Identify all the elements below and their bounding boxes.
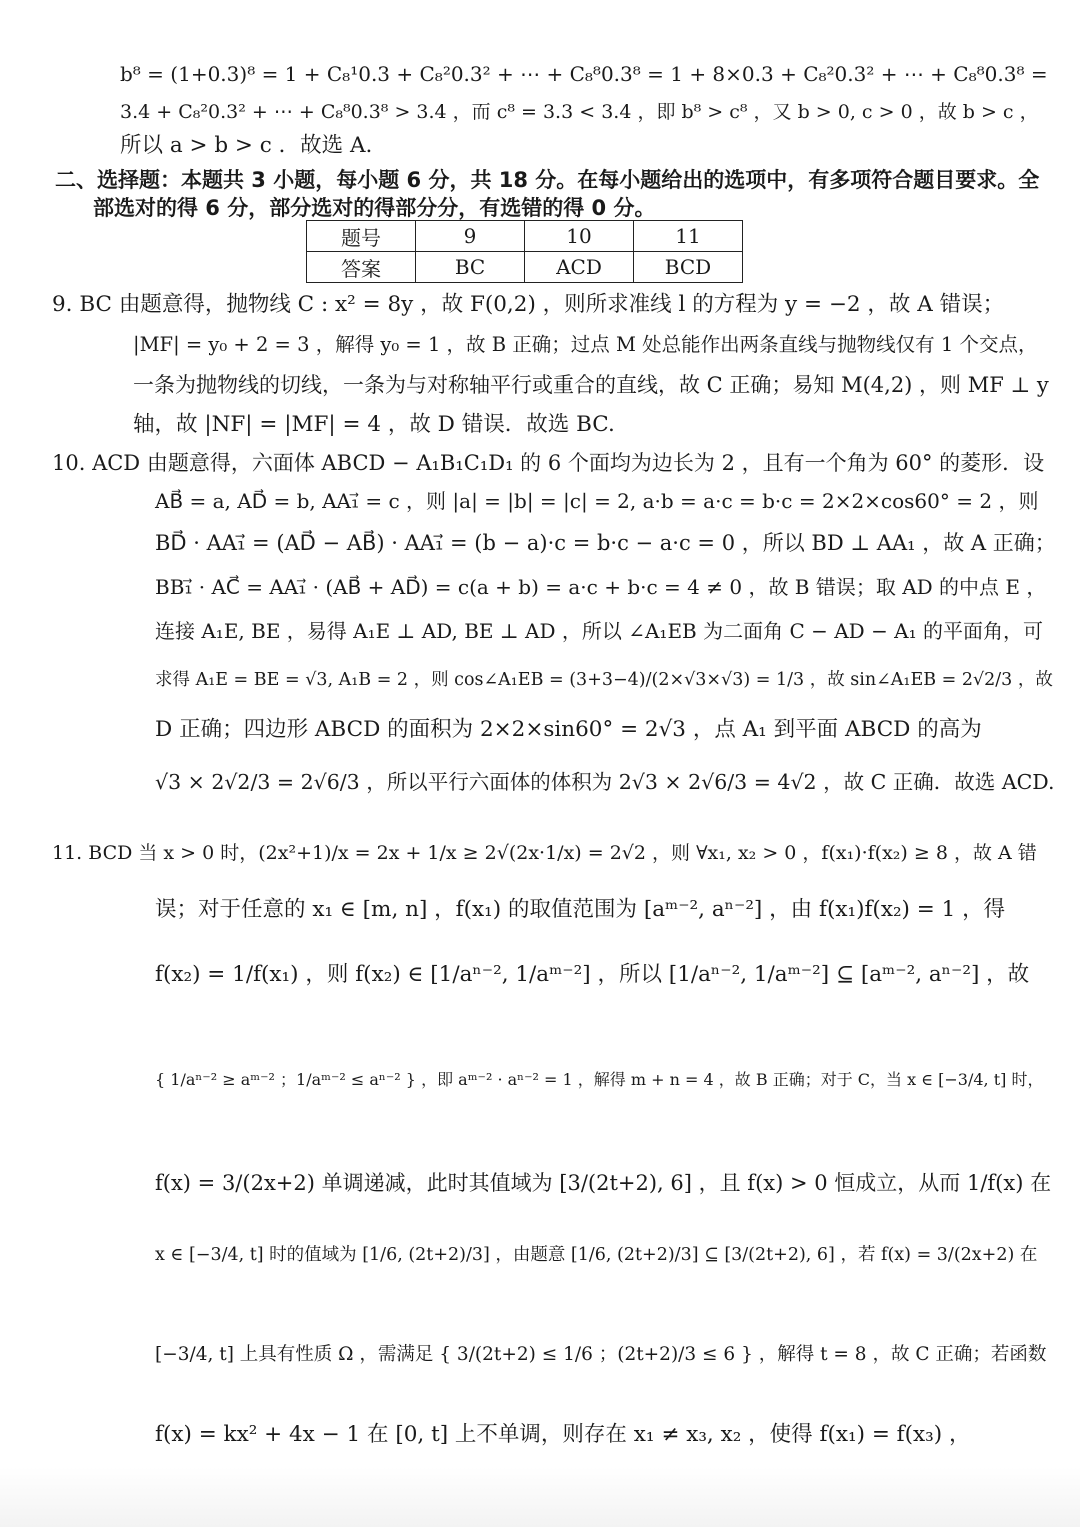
answer-table [306, 220, 743, 283]
q11-line-6: x ∈ [−3/4, t] 时的值域为 [1/6, (2t+2)/3] ，由题意 [1/6, (2t+2)/3] ⊆ [3/(2t+2), 6] ，若 f(x) = 3/(2x+2) 在 [155, 1245, 1038, 1265]
intro-line-1: b⁸ = (1+0.3)⁸ = 1 + C₈¹0.3 + C₈²0.3² + ⋯ + C₈⁸0.3⁸ = 1 + 8×0.3 + C₈²0.3² + ⋯ + C₈⁸0.3⁸ = [120, 62, 1048, 86]
table-cell: 题号 [307, 221, 416, 252]
section-heading-line-2: 部选对的得 6 分，部分选对的得部分分，有选错的得 0 分。 [93, 196, 656, 220]
answer-table-answer-row [307, 252, 743, 283]
q11-line-4: { 1/aⁿ⁻² ≥ aᵐ⁻² ；1/aᵐ⁻² ≤ aⁿ⁻² } ，即 aᵐ⁻² · aⁿ⁻² = 1 ，解得 m + n = 4 ，故 B 正确；对于 C，当 x ∈ [−3/4, t] 时， [155, 1070, 1044, 1089]
q11-line-1: 11. BCD 当 x > 0 时，(2x²+1)/x = 2x + 1/x ≥ 2√(2x·1/x) = 2√2 ，则 ∀x₁, x₂ > 0 ，f(x₁)·f(x₂) ≥ 8 ，故 A 错 [52, 842, 1037, 864]
table-cell: BC [416, 252, 525, 283]
q10-line-1: 10. ACD 由题意得，六面体 ABCD − A₁B₁C₁D₁ 的 6 个面均为边长为 2 ，且有一个角为 60° 的菱形．设 [52, 451, 1045, 475]
q11-line-7: [−3/4, t] 上具有性质 Ω ，需满足 { 3/(2t+2) ≤ 1/6 ；(2t+2)/3 ≤ 6 } ，解得 t = 8 ，故 C 正确；若函数 [155, 1344, 1047, 1365]
intro-line-3: 所以 a > b > c ．故选 A. [120, 133, 373, 158]
table-cell: 11 [634, 221, 743, 252]
q11-line-3: f(x₂) = 1/f(x₁) ，则 f(x₂) ∈ [1/aⁿ⁻², 1/aᵐ⁻²] ，所以 [1/aⁿ⁻², 1/aᵐ⁻²] ⊆ [aᵐ⁻², aⁿ⁻²] ，故 [155, 962, 1030, 987]
q11-line-5: f(x) = 3/(2x+2) 单调递减，此时其值域为 [3/(2t+2), 6] ，且 f(x) > 0 恒成立，从而 1/f(x) 在 [155, 1171, 1052, 1195]
table-cell: 答案 [307, 252, 416, 283]
q9-line-3: 一条为抛物线的切线，一条为与对称轴平行或重合的直线，故 C 正确；易知 M(4,2) ，则 MF ⊥ y [133, 373, 1049, 397]
q9-line-2: |MF| = y₀ + 2 = 3 ，解得 y₀ = 1 ，故 B 正确；过点 M 处总能作出两条直线与抛物线仅有 1 个交点， [133, 333, 1038, 356]
q10-line-8: √3 × 2√2/3 = 2√6/3 ，所以平行六面体的体积为 2√3 × 2√6/3 = 4√2 ，故 C 正确．故选 ACD. [155, 770, 1055, 794]
table-cell: 10 [525, 221, 634, 252]
q10-line-7: D 正确；四边形 ABCD 的面积为 2×2×sin60° = 2√3 ，点 A₁ 到平面 ABCD 的高为 [155, 717, 982, 742]
q10-line-2: AB⃗ = a, AD⃗ = b, AA₁⃗ = c ，则 |a| = |b| = |c| = 2, a·b = a·c = b·c = 2×2×cos60° = 2 ，则 [155, 489, 1039, 513]
q10-line-3: BD⃗ · AA₁⃗ = (AD⃗ − AB⃗) · AA₁⃗ = (b − a)·c = b·c − a·c = 0 ，所以 BD ⊥ AA₁ ，故 A 正确； [155, 531, 1056, 555]
intro-line-2: 3.4 + C₈²0.3² + ⋯ + C₈⁸0.3⁸ > 3.4 ，而 c⁸ = 3.3 < 3.4 ，即 b⁸ > c⁸ ，又 b > 0, c > 0 ，故 b > c ， [120, 101, 1039, 123]
q10-line-6: 求得 A₁E = BE = √3, A₁B = 2 ，则 cos∠A₁EB = (3+3−4)/(2×√3×√3) = 1/3 ，故 sin∠A₁EB = 2√2/3 ，故 [155, 670, 1053, 690]
answer-table-header-row [307, 221, 743, 252]
q11-line-8: f(x) = kx² + 4x − 1 在 [0, t] 上不单调，则存在 x₁ ≠ x₃, x₂ ，使得 f(x₁) = f(x₃) ， [155, 1422, 971, 1447]
section-heading-line-1: 二、选择题：本题共 3 小题，每小题 6 分，共 18 分。在每小题给出的选项中，有多项符合题目要求。全 [55, 168, 1040, 192]
q9-line-1: 9. BC 由题意得，抛物线 C : x² = 8y ，故 F(0,2) ，则所求准线 l 的方程为 y = −2 ，故 A 错误； [52, 292, 1005, 317]
q10-line-4: BB₁⃗ · AC⃗ = AA₁⃗ · (AB⃗ + AD⃗) = c(a + b) = a·c + b·c = 4 ≠ 0 ，故 B 错误；取 AD 的中点 E ， [155, 575, 1047, 599]
q10-line-5: 连接 A₁E, BE ，易得 A₁E ⊥ AD, BE ⊥ AD ，所以 ∠A₁EB 为二面角 C − AD − A₁ 的平面角，可 [155, 619, 1043, 643]
table-cell: BCD [634, 252, 743, 283]
q11-line-2: 误；对于任意的 x₁ ∈ [m, n] ，f(x₁) 的取值范围为 [aᵐ⁻², aⁿ⁻²] ，由 f(x₁)f(x₂) = 1 ，得 [155, 897, 1006, 922]
table-cell: 9 [416, 221, 525, 252]
table-cell: ACD [525, 252, 634, 283]
page-bottom-shadow [0, 1467, 1080, 1527]
q9-line-4: 轴，故 |NF| = |MF| = 4 ，故 D 错误．故选 BC. [133, 412, 615, 437]
